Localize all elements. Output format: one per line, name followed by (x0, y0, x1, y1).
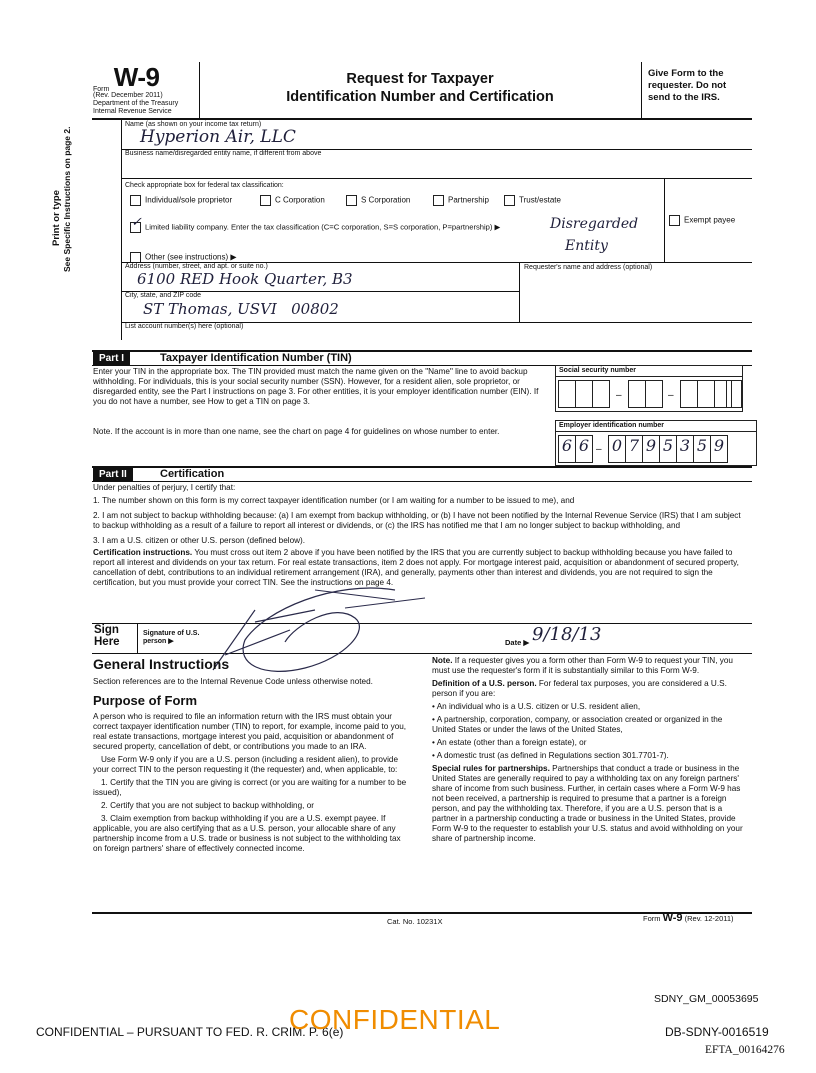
bates-number-2: DB-SDNY-0016519 (665, 1025, 769, 1039)
right-column (432, 656, 746, 847)
form-footer (643, 914, 734, 923)
ein-digit: 9 (710, 435, 728, 463)
def-bold: Definition of a U.S. person. (432, 679, 537, 688)
form-word: Form (93, 86, 110, 93)
cert-text: You must cross out item 2 above if you have been notified by the IRS that you are currently subject to backup withholding because you have failed to report all interest and dividends on your tax return. For real estate transactions, item 2 does not apply. For mortgage interest paid, acquisition or abandonment of secured property, cancellation of debt, contributions to an individual retirement arrangement (IRA), and generally, payments other than interest and dividends, you are not required to sign the certification, but you must provide your correct TIN. See the instructions on page 4. (93, 548, 739, 587)
city-label: City, state, and ZIP code (125, 292, 202, 299)
purpose-3: 3. Claim exemption from backup withholding if you are a U.S. exempt payee. If applicable, you are also certifying that as a U.S. person, your allocable share of any partnership income from a U.S. trade or business is not subject to the withholding tax on foreign partners' share of effectively connected income. (93, 814, 401, 853)
requester-label: Requester's name and address (optional) (524, 264, 653, 271)
option-c-corp[interactable] (260, 195, 325, 206)
ein-digit: 6 (558, 435, 576, 463)
option-label: S Corporation (361, 195, 411, 205)
option-label: Partnership (448, 195, 489, 205)
part1-title: Taxpayer Identification Number (TIN) (160, 352, 352, 364)
form-id-block (93, 62, 198, 116)
part2-intro: Under penalties of perjury, I certify that: (93, 483, 236, 492)
checkbox[interactable] (346, 195, 357, 206)
footer-form-word: Form (643, 914, 663, 923)
note-text: If a requester gives you a form other than Form W-9 to request your TIN, you must use the requester's form if it is substantially similar to this Form W-9. (432, 656, 733, 675)
exempt-payee[interactable] (669, 215, 735, 226)
option-llc[interactable] (130, 215, 501, 233)
note-bold: Note. (432, 656, 453, 665)
option-s-corp[interactable] (346, 195, 410, 206)
give-form-note: Give Form to the requester. Do not send to the IRS. (648, 68, 727, 103)
part2-title: Certification (160, 468, 225, 480)
title-line2: Identification Number and Certification (286, 89, 554, 105)
other-label: Other (see instructions) ▶ (145, 252, 237, 262)
department: Department of the Treasury (93, 100, 179, 107)
part1-note: Note. If the account is in more than one name, see the chart on page 4 for guidelines on whose number to enter. (93, 427, 500, 436)
here-word: Here (94, 636, 120, 648)
classification-label: Check appropriate box for federal tax classification: (125, 182, 284, 189)
business-label: Business name/disregarded entity name, if different from above (125, 150, 322, 157)
bullet-2: • A partnership, corporation, company, or association created or organized in the United States or under the laws of the United States, (432, 715, 723, 734)
def-text: For federal tax purposes, you are considered a U.S. person if you are: (432, 679, 727, 698)
revision: (Rev. December 2011) (93, 92, 163, 99)
special-bold: Special rules for partnerships. (432, 764, 550, 773)
ein-digit: 5 (659, 435, 677, 463)
purpose-p1: A person who is required to file an information return with the IRS must obtain your correct taxpayer identification number (TIN) to report, for example, income paid to you, real estate transactions, mortgage interest you paid, acquisition or abandonment of secured property, cancellation of debt, or contributions you made to an IRA. (93, 712, 407, 751)
option-label: C Corporation (275, 195, 325, 205)
ssn-cells[interactable]: – – (558, 380, 742, 408)
ein-label: Employer identification number (556, 421, 756, 432)
llc-value[interactable]: Disregarded (550, 216, 639, 232)
option-label: Trust/estate (519, 195, 561, 205)
checkbox[interactable] (669, 215, 680, 226)
date-label: Date ▶ (505, 638, 530, 647)
date-value[interactable]: 9/18/13 (532, 624, 602, 645)
footer-revision: (Rev. 12-2011) (682, 914, 734, 923)
ein-digit: 3 (676, 435, 694, 463)
exempt-label: Exempt payee (684, 215, 736, 225)
bullet-4: • A domestic trust (as defined in Regulations section 301.7701-7). (432, 751, 669, 760)
signature-label: Signature of U.S. person ▶ (143, 630, 200, 645)
ein-digit: 6 (575, 435, 593, 463)
cert-item-1: 1. The number shown on this form is my correct taxpayer identification number (or I am waiting for a number to be issued to me), and (93, 496, 575, 505)
address-value[interactable]: 6100 RED Hook Quarter, B3 (137, 270, 353, 288)
account-label: List account number(s) here (optional) (125, 323, 244, 330)
purpose-heading: Purpose of Form (93, 693, 198, 708)
ein-digit: 5 (693, 435, 711, 463)
cat-number: Cat. No. 10231X (387, 917, 443, 926)
llc-label: Limited liability company. Enter the tax classification (C=C corporation, S=S corporation, P=partnership) ▶ (145, 222, 501, 232)
service: Internal Revenue Service (93, 108, 172, 115)
cert-item-2: 2. I am not subject to backup withholding because: (a) I am exempt from backup withholding, or (b) I have not been notified by the Internal Revenue Service (IRS) that I am subject to backup withholding as a result of a failure to report all interest or dividends, or (c) the IRS has notified me that I am no longer subject to backup withholding, and (93, 511, 741, 530)
address-label: Address (number, street, and apt. or suite no.) (125, 263, 268, 270)
llc-value-2[interactable]: Entity (565, 238, 608, 254)
side-label (52, 92, 72, 272)
efta-number: EFTA_00164276 (705, 1044, 785, 1056)
bullet-1: • An individual who is a U.S. citizen or U.S. resident alien, (432, 702, 641, 711)
special-paragraph (432, 764, 746, 844)
ein-block (555, 420, 757, 466)
checkbox[interactable] (433, 195, 444, 206)
option-trust[interactable] (504, 195, 561, 206)
part1-tag: Part I (93, 352, 130, 365)
bullet-3: • An estate (other than a foreign estate), or (432, 738, 587, 747)
purpose-1: 1. Certify that the TIN you are giving is correct (or you are waiting for a number to be issued), (93, 778, 407, 797)
note-paragraph (432, 656, 746, 676)
checkbox[interactable] (260, 195, 271, 206)
ein-cells[interactable]: 6 6 – 0 7 9 5 3 5 9 (558, 435, 756, 463)
cert-heading: Certification instructions. (93, 548, 193, 557)
option-label: Individual/sole proprietor (145, 195, 233, 205)
city-value[interactable]: ST Thomas, USVI 00802 (143, 300, 339, 318)
footer-form-number: W-9 (662, 912, 683, 924)
title-line1: Request for Taxpayer (346, 71, 494, 87)
purpose-2: 2. Certify that you are not subject to backup withholding, or (101, 801, 314, 810)
form-title (200, 70, 640, 106)
sign-here (94, 624, 120, 648)
checkbox-llc[interactable] (130, 215, 142, 233)
checkmark-icon: ✓ (131, 215, 142, 230)
name-value[interactable]: Hyperion Air, LLC (140, 127, 296, 147)
side-print: Print or type (51, 190, 62, 246)
ssn-label: Social security number (556, 366, 742, 377)
definition-paragraph (432, 679, 746, 699)
option-individual[interactable] (130, 195, 232, 206)
general-intro: Section references are to the Internal Revenue Code unless otherwise noted. (93, 677, 373, 686)
name-label: Name (as shown on your income tax return) (125, 121, 262, 128)
general-instructions (93, 655, 411, 857)
ein-digit: 0 (608, 435, 626, 463)
ein-digit: 9 (642, 435, 660, 463)
sign-word: Sign (94, 624, 119, 636)
form-number: W-9 (113, 62, 160, 92)
part2-tag: Part II (93, 468, 133, 481)
part1-text: Enter your TIN in the appropriate box. The TIN provided must match the name given on the "Name" line to avoid backup withholding. For individuals, this is your social security number (SSN). However, for a resident alien, sole proprietor, or disregarded entity, see the Part I instructions on page 3. For other entities, it is your employer identification number (EIN). If you do not have a number, see How to get a TIN on page 3. (93, 367, 539, 406)
checkbox[interactable] (130, 195, 141, 206)
purpose-p2: Use Form W-9 only if you are a U.S. person (including a resident alien), to provide your correct TIN to the person requesting it (the requester) and, when applicable, to: (93, 755, 399, 774)
ssn-block (555, 365, 743, 412)
bates-number-1: SDNY_GM_00053695 (654, 993, 759, 1005)
cert-item-3: 3. I am a U.S. citizen or other U.S. person (defined below). (93, 536, 306, 545)
confidential-footer: CONFIDENTIAL – PURSUANT TO FED. R. CRIM. P. 6(e) (36, 1025, 344, 1039)
ein-digit: 7 (625, 435, 643, 463)
confidential-stamp: CONFIDENTIAL (289, 1004, 501, 1035)
side-see: See Specific Instructions on page 2. (62, 126, 72, 272)
special-text: Partnerships that conduct a trade or business in the United States are generally required to pay a withholding tax on any foreign partners' share of income from such business. Further, in certain cases where a Form W-9 has not been received, a partnership is required to presume that a partner is a foreign person, and pay the withholding tax. Therefore, if you are a U.S. person that is a partner in a partnership conducting a trade or business in the United States, provide Form W-9 to the requester to establish your U.S. status and avoid withholding on your share of partnership income. (432, 764, 743, 843)
checkbox[interactable] (504, 195, 515, 206)
option-partnership[interactable] (433, 195, 489, 206)
general-heading: General Instructions (93, 656, 230, 672)
